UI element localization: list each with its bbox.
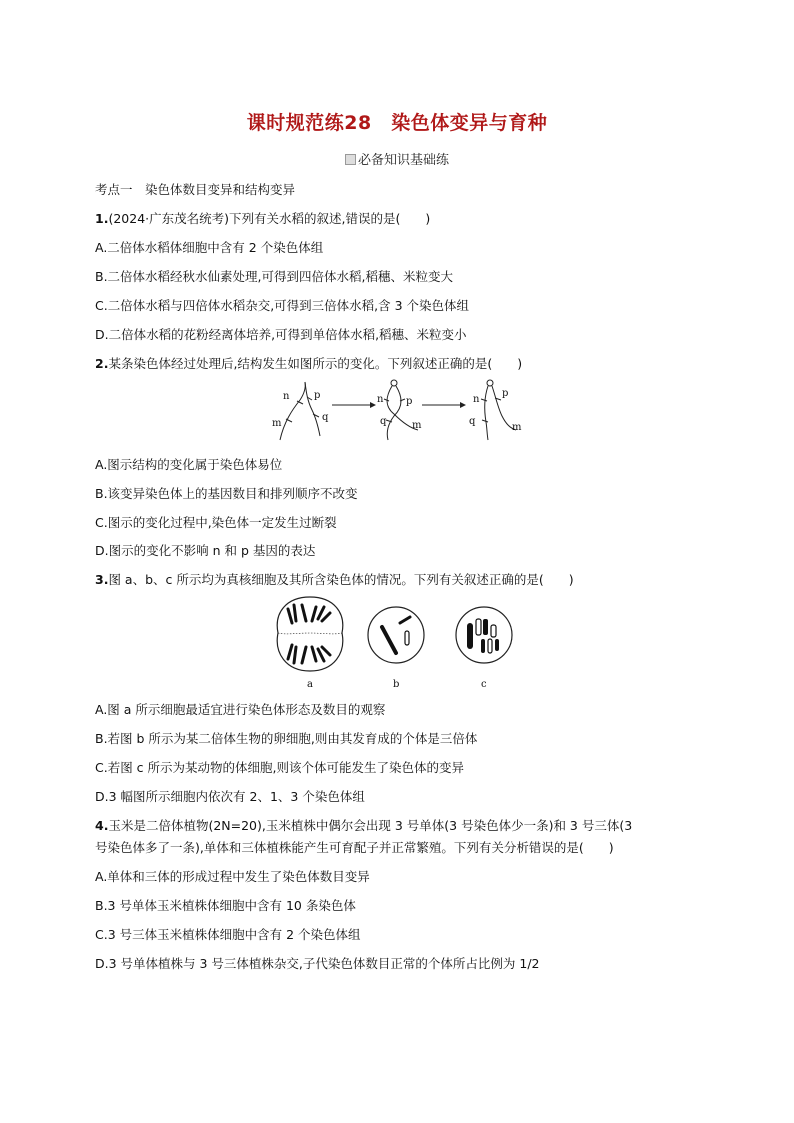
question-4-option-a: A.单体和三体的形成过程中发生了染色体数目变异	[95, 869, 370, 884]
question-3-stem	[95, 570, 574, 588]
question-1-option-a: A.二倍体水稻体细胞中含有 2 个染色体组	[95, 240, 324, 255]
question-4-number: 4.	[95, 818, 109, 833]
label-p-1: p	[314, 390, 321, 401]
question-2-number: 2.	[95, 356, 109, 371]
question-3-text: 图 a、b、c 所示均为真核细胞及其所含染色体的情况。下列有关叙述正确的是( )	[108, 572, 574, 587]
question-4-stem	[95, 816, 632, 834]
label-cell-a: a	[307, 679, 313, 689]
question-1-option-b: B.二倍体水稻经秋水仙素处理,可得到四倍体水稻,稻穗、米粒变大	[95, 269, 453, 284]
arrow-2-head	[460, 402, 466, 408]
section-badge-icon	[345, 154, 356, 165]
question-2-stem	[95, 354, 522, 372]
chromosome-stage-1	[272, 382, 329, 440]
question-1-option-d: D.二倍体水稻的花粉经离体培养,可得到单倍体水稻,稻穗、米粒变小	[95, 327, 467, 342]
question-2-option-b: B.该变异染色体上的基因数目和排列顺序不改变	[95, 486, 358, 501]
label-m-1: m	[272, 418, 282, 429]
question-4-text: 玉米是二倍体植物(2N=20),玉米植株中偶尔会出现 3 号单体(3 号染色体少一条)和 3 号三体(3	[108, 818, 633, 833]
page-title: 课时规范练28 染色体变异与育种	[246, 112, 548, 134]
question-4-option-d: D.3 号单体植株与 3 号三体植株杂交,子代染色体数目正常的个体所占比例为 1/2	[95, 956, 540, 971]
label-n-2: n	[377, 394, 384, 405]
question-4-option-c: C.3 号三体玉米植株体细胞中含有 2 个染色体组	[95, 927, 361, 942]
question-3-option-d: D.3 幅图所示细胞内依次有 2、1、3 个染色体组	[95, 789, 365, 804]
question-1-option-c: C.二倍体水稻与四倍体水稻杂交,可得到三倍体水稻,含 3 个染色体组	[95, 298, 470, 313]
chromosome-stage-3	[469, 380, 522, 440]
question-3-option-a: A.图 a 所示细胞最适宜进行染色体形态及数目的观察	[95, 702, 386, 717]
question-1-text: (2024·广东茂名统考)下列有关水稻的叙述,错误的是( )	[108, 211, 431, 226]
cell-c	[456, 607, 512, 689]
label-cell-b: b	[393, 679, 400, 689]
question-3-option-c: C.若图 c 所示为某动物的体细胞,则该个体可能发生了染色体的变异	[95, 760, 464, 775]
label-m-2: m	[412, 420, 422, 431]
question-2-option-d: D.图示的变化不影响 n 和 p 基因的表达	[95, 543, 316, 558]
arrow-1-head	[370, 402, 376, 408]
label-m-3: m	[512, 422, 522, 433]
label-p-2: p	[406, 396, 413, 407]
section-heading	[0, 149, 794, 168]
cell-a	[277, 597, 343, 689]
question-1-stem	[95, 209, 430, 227]
cell-b	[368, 607, 424, 689]
chromosome-inversion-figure	[266, 378, 536, 444]
question-4-option-b: B.3 号单体玉米植株体细胞中含有 10 条染色体	[95, 898, 356, 913]
chromosome-stage-2	[377, 380, 422, 440]
label-p-3: p	[502, 388, 509, 399]
question-1-number: 1.	[95, 211, 109, 226]
label-n-1: n	[283, 391, 290, 402]
label-q-2: q	[380, 416, 387, 427]
label-n-3: n	[473, 394, 480, 405]
question-2-option-c: C.图示的变化过程中,染色体一定发生过断裂	[95, 515, 337, 530]
topic-heading: 考点一 染色体数目变异和结构变异	[95, 182, 296, 197]
label-q-3: q	[469, 416, 476, 427]
question-2-option-a: A.图示结构的变化属于染色体易位	[95, 457, 283, 472]
question-2-text: 某条染色体经过处理后,结构发生如图所示的变化。下列叙述正确的是( )	[108, 356, 523, 371]
question-3-number: 3.	[95, 572, 109, 587]
section-label: 必备知识基础练	[357, 153, 449, 168]
label-q-1: q	[322, 412, 329, 423]
cell-chromosome-figure	[272, 593, 522, 689]
question-4-stem-continued: 号染色体多了一条),单体和三体植株能产生可育配子并正常繁殖。下列有关分析错误的是( )	[95, 840, 614, 855]
label-cell-c: c	[481, 679, 487, 689]
question-3-option-b: B.若图 b 所示为某二倍体生物的卵细胞,则由其发育成的个体是三倍体	[95, 731, 478, 746]
